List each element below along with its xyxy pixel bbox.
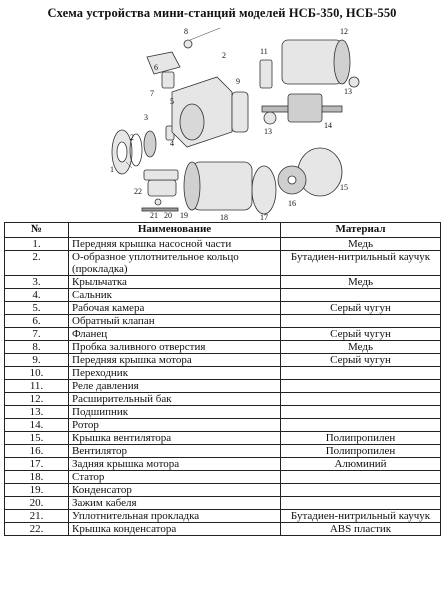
table-row [5,238,441,251]
callout-12: 12 [340,27,348,36]
row-number: 13. [5,406,69,419]
callout-19: 19 [180,211,188,220]
row-material: ABS пластик [281,523,441,536]
table-row [5,432,441,445]
row-name: Переходник [69,367,281,380]
table-row [5,510,441,523]
row-name: Подшипник [69,406,281,419]
row-material [281,315,441,328]
exploded-view-diagram [92,22,372,222]
row-name: Передняя крышка насосной части [69,238,281,251]
row-number: 22. [5,523,69,536]
row-number: 17. [5,458,69,471]
row-number: 14. [5,419,69,432]
row-material: Медь [281,238,441,251]
row-name: Реле давления [69,380,281,393]
row-material: Серый чугун [281,354,441,367]
header-material: Материал [281,223,441,238]
row-material [281,406,441,419]
row-name: Обратный клапан [69,315,281,328]
part-stator [184,162,252,210]
row-name: Крышка вентилятора [69,432,281,445]
row-number: 11. [5,380,69,393]
callout-11: 11 [260,47,268,56]
callout-15: 15 [340,183,348,192]
row-number: 15. [5,432,69,445]
row-number: 6. [5,315,69,328]
row-name: Сальник [69,289,281,302]
row-number: 10. [5,367,69,380]
row-material: Алюминий [281,458,441,471]
callout-1: 1 [110,165,114,174]
table-row [5,315,441,328]
row-material [281,419,441,432]
part-pump-chamber [172,77,232,147]
callout-14: 14 [324,121,332,130]
callout-22: 22 [134,187,142,196]
part-fan-cover [298,148,342,196]
part-gasket [142,208,178,211]
row-material [281,484,441,497]
table-row [5,445,441,458]
callout-5: 5 [170,97,174,106]
table-row [5,419,441,432]
part-motor-rear-cover [252,166,276,214]
row-number: 9. [5,354,69,367]
part-capacitor-cover [144,170,178,180]
part-filler-plug [184,40,192,48]
row-name: Зажим кабеля [69,497,281,510]
row-number: 8. [5,341,69,354]
row-name: Статор [69,471,281,484]
table-row [5,471,441,484]
row-material: Медь [281,341,441,354]
part-fan [278,166,306,194]
table-row [5,523,441,536]
table-row [5,302,441,315]
row-material: Серый чугун [281,302,441,315]
callout-13: 13 [344,87,352,96]
part-capacitor [148,180,176,196]
row-name: Крышка конденсатора [69,523,281,536]
callout-21: 21 [150,211,158,220]
row-name: Уплотнительная прокладка [69,510,281,523]
callout-9: 9 [236,77,240,86]
part-pressure-switch [260,60,272,88]
row-number: 18. [5,471,69,484]
part-check-valve [162,72,174,88]
parts-table [4,222,441,536]
row-number: 20. [5,497,69,510]
table-row [5,354,441,367]
row-name: Вентилятор [69,445,281,458]
callout-2: 2 [130,133,134,142]
row-material: Серый чугун [281,328,441,341]
part-expansion-tank [282,40,350,84]
part-impeller [144,131,156,157]
table-row [5,484,441,497]
part-bearing [349,77,359,87]
callout-16: 16 [288,199,296,208]
table-row [5,380,441,393]
row-number: 7. [5,328,69,341]
row-material: Медь [281,276,441,289]
row-material [281,289,441,302]
row-material [281,367,441,380]
callout-7: 7 [150,89,154,98]
row-number: 16. [5,445,69,458]
callout-17: 17 [260,213,268,222]
row-name: О-образное уплотнительное кольцо (прокладка) [69,251,281,276]
row-number: 19. [5,484,69,497]
part-flange [147,52,180,74]
row-number: 5. [5,302,69,315]
callout-6: 6 [154,63,158,72]
row-name: Рабочая камера [69,302,281,315]
row-number: 4. [5,289,69,302]
table-row [5,276,441,289]
row-number: 12. [5,393,69,406]
row-material [281,380,441,393]
callout-13b: 13 [264,127,272,136]
table-row [5,367,441,380]
callout-18: 18 [220,213,228,222]
table-row [5,497,441,510]
callout-2b: 2 [222,51,226,60]
row-material: Полипропилен [281,432,441,445]
row-material [281,471,441,484]
row-material [281,393,441,406]
row-material: Бутадиен-нитрильный каучук [281,251,441,276]
callout-4: 4 [170,139,174,148]
table-row [5,458,441,471]
row-material: Бутадиен-нитрильный каучук [281,510,441,523]
row-name: Конденсатор [69,484,281,497]
table-row [5,289,441,302]
row-number: 2. [5,251,69,276]
row-name: Передняя крышка мотора [69,354,281,367]
row-name: Пробка заливного отверстия [69,341,281,354]
row-material: Полипропилен [281,445,441,458]
table-row [5,393,441,406]
part-bearing [264,112,276,124]
header-num: № [5,223,69,238]
row-name: Расширительный бак [69,393,281,406]
part-front-cover [112,130,132,174]
row-number: 21. [5,510,69,523]
page-title: Схема устройства мини-станций моделей НСБ-350, НСБ-550 [47,6,397,20]
table-row [5,341,441,354]
callout-8: 8 [184,27,188,36]
callout-3: 3 [144,113,148,122]
row-material [281,497,441,510]
table-row [5,251,441,276]
header-name: Наименование [69,223,281,238]
row-name: Ротор [69,419,281,432]
callout-20: 20 [164,211,172,220]
row-name: Задняя крышка мотора [69,458,281,471]
table-row [5,406,441,419]
part-cable-clamp [155,199,161,205]
row-name: Фланец [69,328,281,341]
row-number: 3. [5,276,69,289]
table-row [5,328,441,341]
part-motor-front-cover [232,92,248,132]
table-header-row [5,223,441,238]
row-number: 1. [5,238,69,251]
row-name: Крыльчатка [69,276,281,289]
